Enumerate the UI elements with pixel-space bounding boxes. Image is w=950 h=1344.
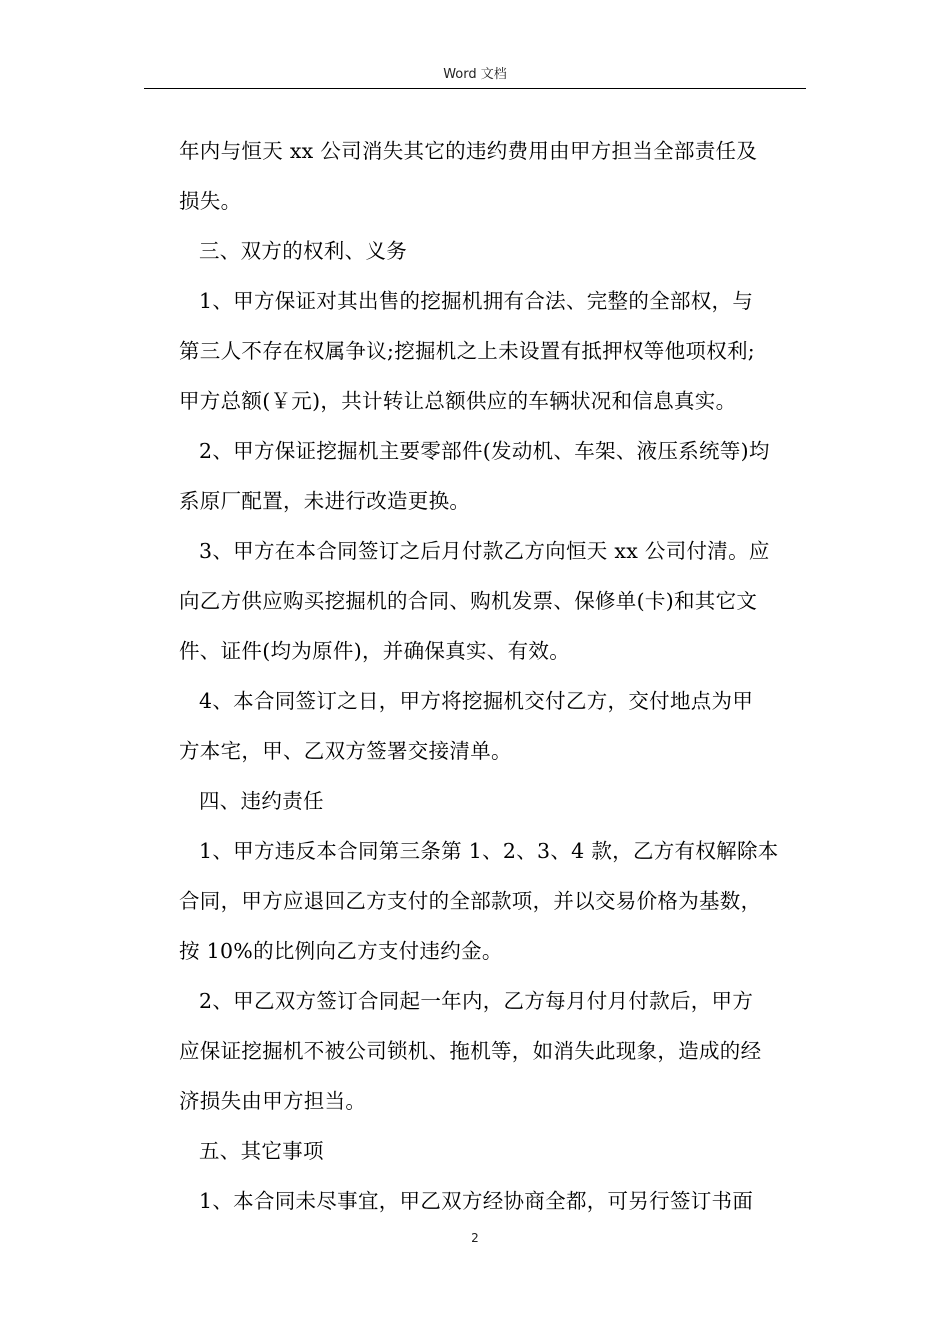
section-heading: 三、双方的权利、义务 <box>199 239 407 263</box>
text-line: 济损失由甲方担当。 <box>179 1089 367 1113</box>
body-text <box>179 126 804 1226</box>
section-heading: 五、其它事项 <box>199 1139 324 1163</box>
page-number: 2 <box>471 1231 479 1245</box>
text-line: 2、甲乙双方签订合同起一年内，乙方每月付月付款后，甲方 <box>199 989 754 1013</box>
text-line: 年内与恒天 xx 公司消失其它的违约费用由甲方担当全部责任及 <box>179 139 758 163</box>
text-line: 第三人不存在权属争议;挖掘机之上未设置有抵押权等他项权利; <box>179 339 756 363</box>
text-line: 系原厂配置，未进行改造更换。 <box>179 489 471 513</box>
text-line: 甲方总额(￥元)，共计转让总额供应的车辆状况和信息真实。 <box>179 389 737 413</box>
text-line: 应保证挖掘机不被公司锁机、拖机等，如消失此现象，造成的经 <box>179 1039 762 1063</box>
text-line: 件、证件(均为原件)，并确保真实、有效。 <box>179 639 570 663</box>
text-line: 向乙方供应购买挖掘机的合同、购机发票、保修单(卡)和其它文 <box>179 589 758 613</box>
text-line: 1、本合同未尽事宜，甲乙双方经协商全都，可另行签订书面 <box>199 1189 754 1213</box>
text-line: 按 10%的比例向乙方支付违约金。 <box>179 939 503 963</box>
header-title: Word 文档 <box>443 67 507 82</box>
text-line: 损失。 <box>179 189 242 213</box>
text-line: 方本宅，甲、乙双方签署交接清单。 <box>179 739 512 763</box>
text-line: 1、甲方保证对其出售的挖掘机拥有合法、完整的全部权，与 <box>199 289 754 313</box>
text-line: 2、甲方保证挖掘机主要零部件(发动机、车架、液压系统等)均 <box>199 439 770 463</box>
text-line: 合同，甲方应退回乙方支付的全部款项，并以交易价格为基数， <box>179 889 762 913</box>
text-line: 1、甲方违反本合同第三条第 1、2、3、4 款，乙方有权解除本 <box>199 839 779 863</box>
section-heading: 四、违约责任 <box>199 789 324 813</box>
text-line: 3、甲方在本合同签订之后月付款乙方向恒天 xx 公司付清。应 <box>199 539 770 563</box>
header-rule <box>144 88 806 89</box>
text-line: 4、本合同签订之日，甲方将挖掘机交付乙方，交付地点为甲 <box>199 689 754 713</box>
